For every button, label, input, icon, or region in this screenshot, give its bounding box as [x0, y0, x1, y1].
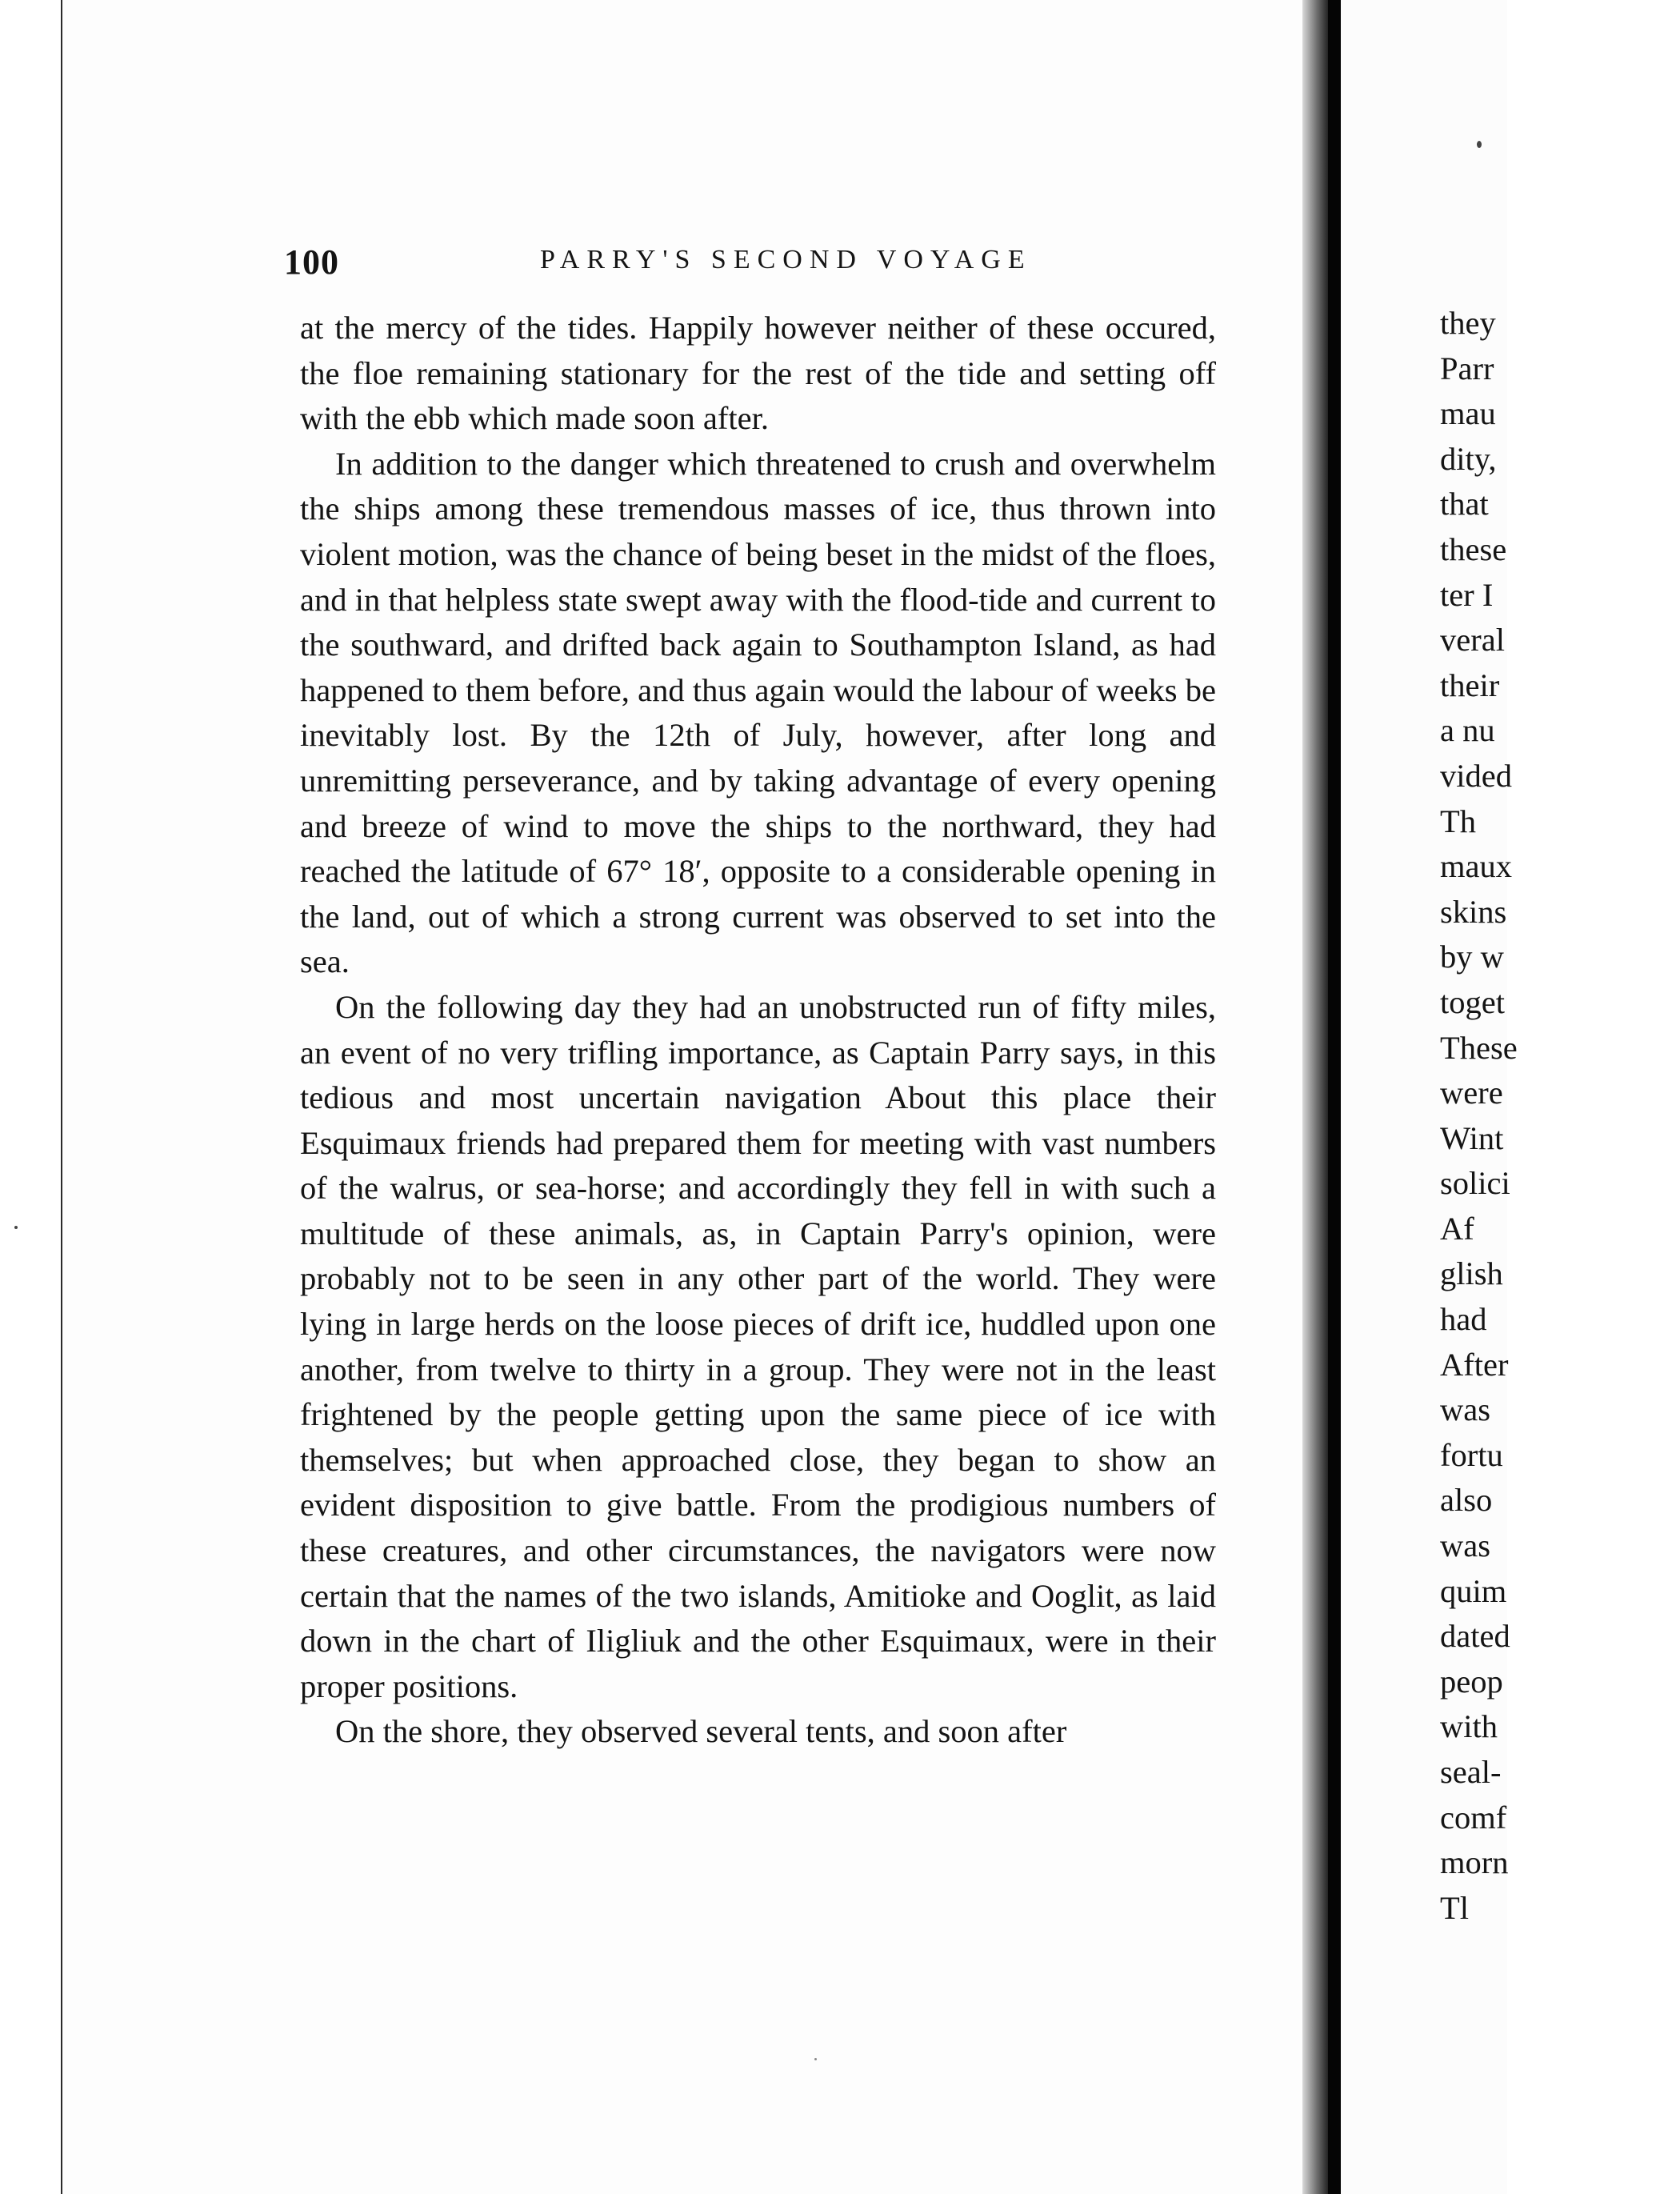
facing-page-line: was [1440, 1527, 1490, 1564]
paragraph-danger: In addition to the danger which threatened to crush and overwhelm the ships among these tremendous masses of ice, thus thrown into violent motion, was the chance of being beset in the midst of the floes, and in that helpless state swept away with the flood-tide and current to the southward, and drifted back again to Southampton Island, as had happened to them before, and thus again would the labour of weeks be inevitably lost. By the 12th of July, however, after long and unremitting perseverance, and by taking advantage of every opening and breeze of wind to move the ships to the northward, they had reached the latitude of 67° 18′, opposite to a considerable opening in the land, out of which a strong current was observed to set into the sea. [300, 445, 1216, 980]
facing-page-text [1440, 301, 1680, 1931]
facing-page-line: Th [1440, 803, 1476, 839]
facing-page-line: maux [1440, 848, 1512, 885]
facing-page-line: a nu [1440, 712, 1495, 749]
facing-page-line: glish [1440, 1255, 1503, 1292]
running-head [284, 242, 1228, 282]
paragraph-walrus: On the following day they had an unobstructed run of fifty miles, an event of no very trifling importance, as Captain Parry says, in this tedious and most uncertain navigation About this place their Esquimaux friends had prepared them for meeting with vast numbers of the walrus, or sea-horse; and accordingly they fell in with such a multitude of these animals, as, in Captain Parry's opinion, were probably not to be seen in any other part of the world. They were lying in large herds on the loose pieces of drift ice, huddled upon one another, from twelve to thirty in a group. They were not in the least frightened by the people getting upon the same piece of ice with themselves; but when approached close, they began to show an evident disposition to give battle. From the prodigious numbers of these creatures, and other circumstances, the navigators were now certain that the names of the two islands, Amitioke and Ooglit, as laid down in the chart of Iligliuk and the other Esquimaux, were in their proper positions. [300, 988, 1216, 1704]
facing-page-line: toget [1440, 983, 1505, 1020]
facing-page-line: their [1440, 667, 1500, 703]
facing-page-line: was [1440, 1391, 1490, 1428]
body-text [300, 306, 1216, 1755]
paragraph-continued: at the mercy of the tides. Happily however neither of these occured, the floe remaining stationary for the rest of the tide and setting off with the ebb which made soon after. [300, 310, 1216, 437]
running-title: PARRY'S SECOND VOYAGE [540, 245, 1032, 274]
facing-page-line: Tl [1440, 1889, 1469, 1926]
facing-page-line: ter I [1440, 576, 1494, 613]
facing-page-line: After [1440, 1346, 1509, 1383]
facing-page-line: had [1440, 1301, 1487, 1338]
facing-page [1341, 0, 1518, 2194]
facing-page-line: quim [1440, 1572, 1507, 1609]
facing-page-line: Af [1440, 1210, 1474, 1247]
facing-page-line: were [1440, 1075, 1503, 1111]
facing-page-line: by w [1440, 939, 1504, 975]
facing-page-line: Parr [1440, 350, 1494, 386]
facing-page-line: dity, [1440, 440, 1497, 477]
scan-speck [14, 1226, 18, 1229]
facing-page-line: dated [1440, 1618, 1510, 1655]
facing-page-line: also [1440, 1482, 1493, 1519]
facing-page-line: these [1440, 530, 1507, 567]
facing-page-line: with [1440, 1708, 1498, 1745]
paragraph-shore: On the shore, they observed several tents, and soon after [335, 1713, 1067, 1750]
page-number: 100 [284, 242, 339, 282]
facing-page-line: skins [1440, 893, 1507, 930]
scan-speck [1477, 141, 1482, 148]
scan-speck [814, 2058, 817, 2060]
gutter-shadow [1328, 0, 1341, 2194]
facing-page-line: veral [1440, 622, 1505, 659]
facing-page-line: morn [1440, 1844, 1509, 1881]
facing-page-line: vided [1440, 757, 1512, 794]
facing-page-line: seal- [1440, 1754, 1502, 1790]
facing-page-line: These [1440, 1029, 1518, 1066]
facing-page-line: they [1440, 305, 1496, 341]
facing-page-line: Wint [1440, 1119, 1504, 1156]
facing-page-line: peop [1440, 1663, 1503, 1700]
facing-page-line: that [1440, 486, 1489, 522]
facing-page-line: fortu [1440, 1436, 1503, 1473]
facing-page-line: comf [1440, 1799, 1507, 1836]
facing-page-line: solici [1440, 1165, 1510, 1202]
facing-page-line: mau [1440, 395, 1496, 432]
